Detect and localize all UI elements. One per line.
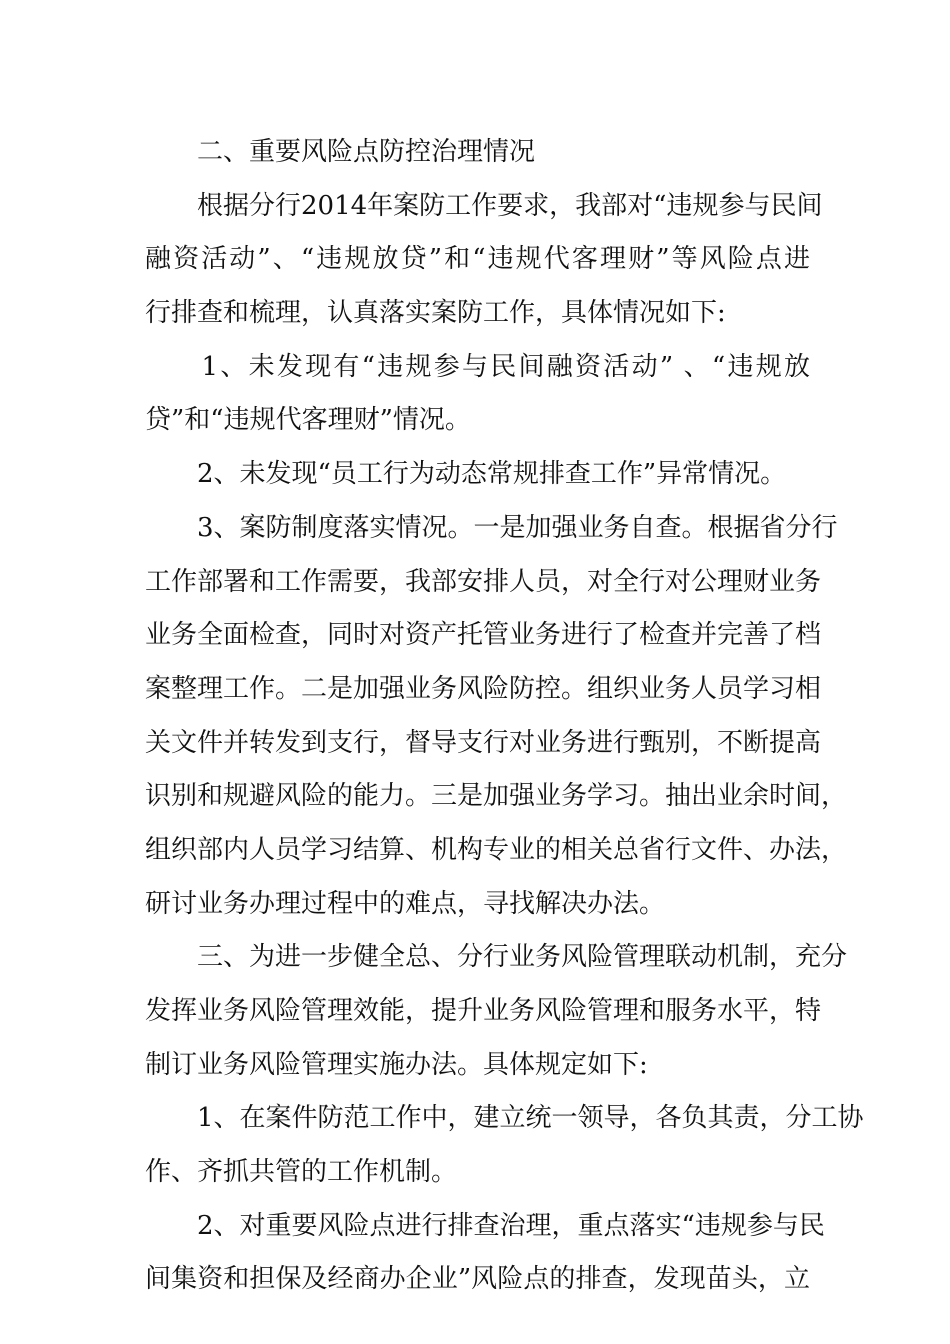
document-body [145,126,864,1307]
text-line: 三、为进一步健全总、分行业务风险管理联动机制，充分 [145,942,848,973]
text-line: 根据分行2014年案防工作要求，我部对“违规参与民间 [145,190,823,221]
text-line: 组织部内人员学习结算、机构专业的相关总省行文件、办法， [145,834,848,865]
text-line: 工作部署和工作需要，我部安排人员，对全行对公理财业务 [145,566,822,597]
text-line: 二、重要风险点防控治理情况 [145,137,536,167]
text-line: 发挥业务风险管理效能，提升业务风险管理和服务水平，特 [145,996,822,1026]
text-line: 2、未发现“员工行为动态常规排查工作”异常情况。 [145,459,787,490]
text-line: 关文件并转发到支行，督导支行对业务进行甄别，不断提高 [145,727,822,758]
text-line: 行排查和梳理，认真落实案防工作，具体情况如下: [145,298,726,329]
text-line: 案整理工作。二是加强业务风险防控。组织业务人员学习相 [145,673,822,704]
text-line: 3、案防制度落实情况。一是加强业务自查。根据省分行 [145,512,838,543]
text-line: 研讨业务办理过程中的难点，寻找解决办法。 [145,888,666,919]
text-line: 贷”和“违规代客理财”情况。 [145,405,471,436]
text-line: 识别和规避风险的能力。三是加强业务学习。抽出业余时间， [145,781,848,812]
text-line: 制订业务风险管理实施办法。具体规定如下: [145,1049,648,1080]
text-line: 间集资和担保及经商办企业”风险点的排查，发现苗头，立 [145,1264,810,1295]
text-line: 融资活动”、“违规放贷”和“违规代客理财”等风险点进 [145,244,810,275]
text-line: 1、未发现有“违规参与民间融资活动” 、“违规放 [145,351,810,382]
text-line: 业务全面检查，同时对资产托管业务进行了检查并完善了档 [145,620,822,651]
text-line: 1、在案件防范工作中，建立统一领导，各负其责，分工协 [145,1103,864,1134]
text-line: 作、齐抓共管的工作机制。 [145,1157,458,1188]
text-line: 2、对重要风险点进行排查治理，重点落实“违规参与民 [145,1210,825,1241]
